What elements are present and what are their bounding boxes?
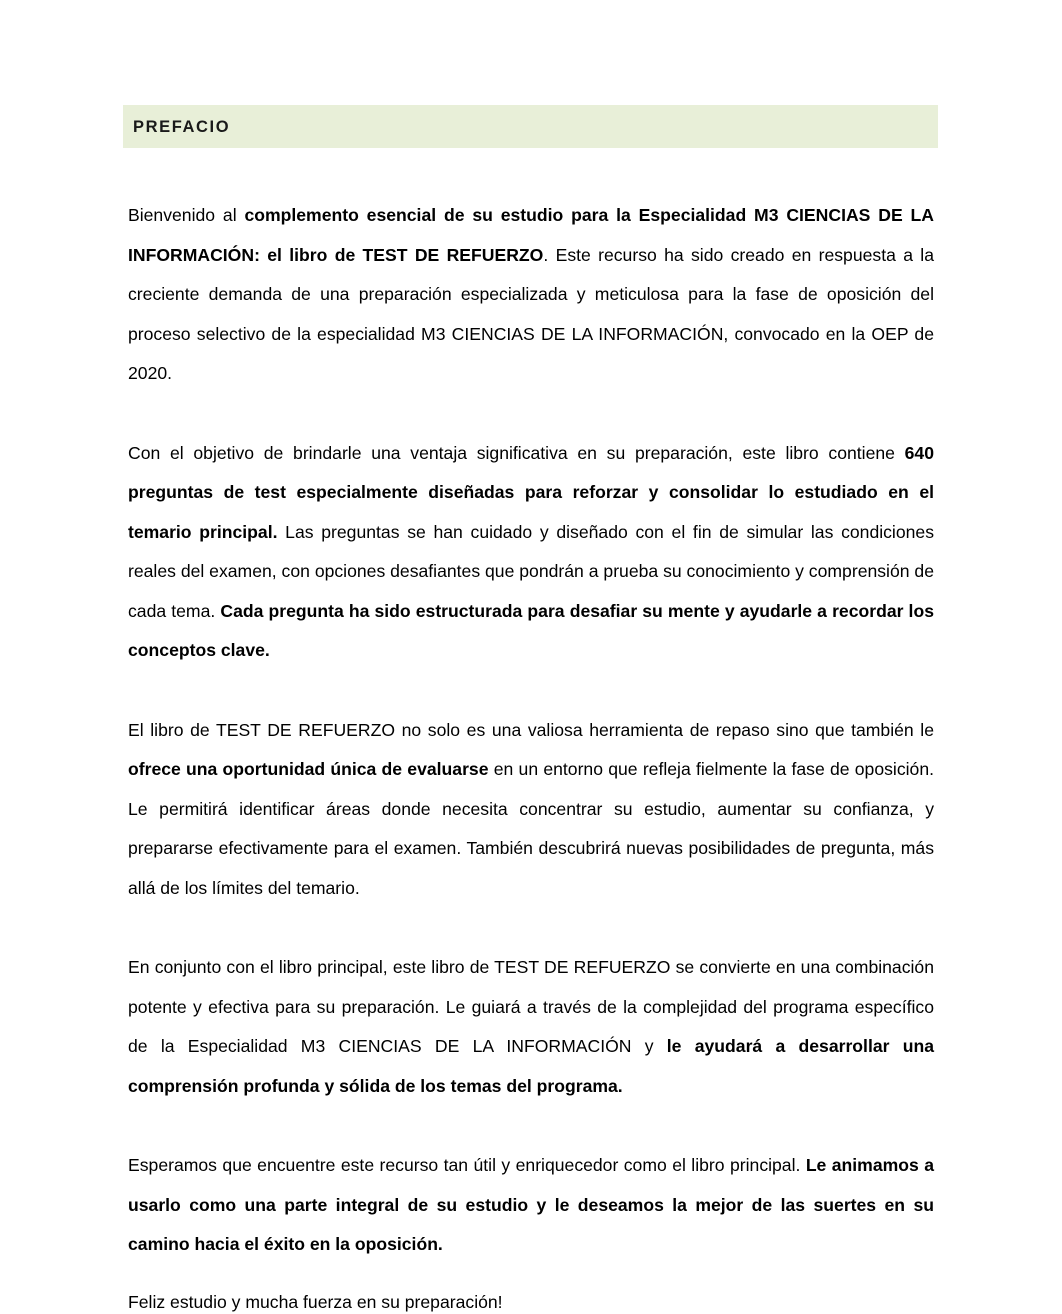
text-run: en un entorno que refleja fielmente la fase de oposición. Le permitirá identificar áreas donde necesita concentrar su estudio, aumentar su confianza, y prepararse efectivamente para el examen. También descubrirá nuevas posibilidades de pregunta, más allá de los límites del temario. [128,759,934,898]
text-run: Feliz estudio y mucha fuerza en su preparación! [128,1291,503,1312]
emphasis-run: Le animamos a usarlo como una parte integral de su estudio y le deseamos la mejor de las suertes en su camino hacia el éxito en la oposición. [128,1155,934,1254]
text-run: Las preguntas se han cuidado y diseñado con el fin de simular las condiciones reales del examen, con opciones desafiantes que pondrán a prueba su conocimiento y comprensión de cada tema. [128,521,934,621]
text-run: . Este recurso ha sido creado en respuesta a la creciente demanda de una preparación especializada y meticulosa para la fase de oposición del proceso selectivo de la especialidad M3 CIENCIAS DE LA INFORMACIÓN, convocado en la OEP de 2020. [128,244,934,383]
paragraph-5 [128,1146,934,1265]
paragraph-2 [128,434,934,671]
emphasis-run: ofrece una oportunidad única de evaluarse [128,759,489,779]
emphasis-run: 640 preguntas de test especialmente diseñadas para reforzar y consolidar lo estudiado en el temario principal. [128,442,934,542]
paragraph-3 [128,711,934,909]
paragraph-6-closing [128,1283,934,1314]
text-run: Bienvenido al [128,205,245,225]
text-run: El libro de TEST DE REFUERZO no solo es una valiosa herramienta de repaso sino que también le [128,719,934,740]
page-title: PREFACIO [133,117,231,136]
document-body [128,196,934,1314]
text-run: En conjunto con el libro principal, este libro de TEST DE REFUERZO se convierte en una combinación potente y efectiva para su preparación. Le guiará a través de la complejidad del programa específico de la Especialidad M3 CIENCIAS DE LA INFORMACIÓN y [128,957,934,1056]
emphasis-run: Cada pregunta ha sido estructurada para desafiar su mente y ayudarle a recordar los conceptos clave. [128,600,934,660]
section-heading-band [123,105,938,148]
paragraph-1 [128,196,934,394]
text-run: Esperamos que encuentre este recurso tan útil y enriquecedor como el libro principal. [128,1155,806,1175]
paragraph-4 [128,948,934,1106]
text-run: Con el objetivo de brindarle una ventaja significativa en su preparación, este libro contiene [128,442,905,463]
emphasis-run: complemento esencial de su estudio para la Especialidad M3 CIENCIAS DE LA INFORMACIÓN: el libro de TEST DE REFUERZO [128,205,934,265]
emphasis-run: le ayudará a desarrollar una comprensión profunda y sólida de los temas del programa. [128,1036,935,1096]
